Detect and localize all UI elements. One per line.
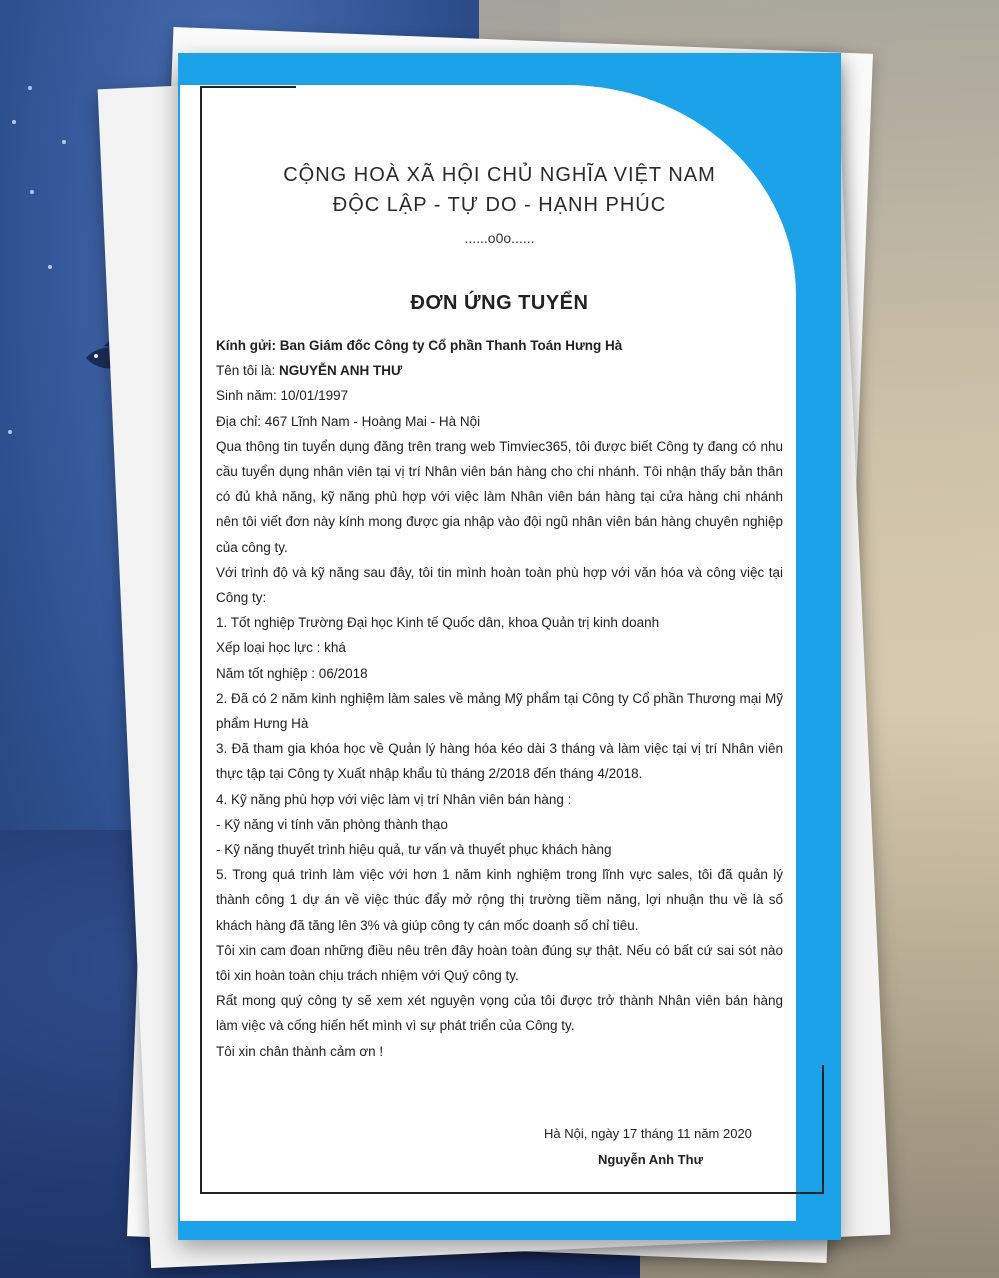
place-date: Hà Nội, ngày 17 tháng 11 năm 2020 [544,1126,752,1141]
list-item: Năm tốt nghiệp : 06/2018 [216,665,368,681]
name-label: Tên tôi là: [216,363,280,379]
document-title: ĐƠN ỨNG TUYỂN [410,292,589,314]
applicant-name-line [216,358,783,383]
list-item: 3. Đã tham gia khóa học về Quản lý hàng hóa kéo dài 3 tháng và làm việc tại vị trí Nhân viên thực tập tại Công ty Xuất nhập khẩu tù tháng 2/2018 đến tháng 4/2018. [216,741,783,782]
separator: ......o0o...... [464,230,535,246]
star-decoration [28,86,32,90]
border-line [822,1065,824,1194]
list-item: - Kỹ năng thuyết trình hiệu quả, tư vấn và thuyết phục khách hàng [216,842,612,858]
paragraph: Tôi xin cam đoan những điều nêu trên đây hoàn toàn đúng sự thật. Nếu có bất cứ sai sót nào tôi xin hoàn toàn chịu trách nhiệm với Quý công ty. [216,942,783,984]
recipient-line: Kính gửi: Ban Giám đốc Công ty Cổ phần Thanh Toán Hưng Hà [216,338,623,353]
list-item: 1. Tốt nghiệp Trường Đại học Kinh tế Quốc dân, khoa Quản trị kinh doanh [216,615,660,631]
paragraph: Qua thông tin tuyển dụng đăng trên trang web Timviec365, tôi được biết Công ty đang có nhu cầu tuyển dụng nhân viên tại vị trí Nhân viên bán hàng cho chi nhánh. Tôi nhận thấy bản thân có đủ khả năng, kỹ năng phù hợp với việc làm Nhân viên bán hàng tại cửa hàng chi nhánh nên tôi viết đơn này kính mong được gia nhập vào đội ngũ nhân viên bán hàng chuyên nghiệp của công ty. [216,438,783,555]
list-item: Xếp loại học lực : khá [216,640,346,656]
applicant-name: NGUYỄN ANH THƯ [279,363,403,379]
document-body [216,160,783,1064]
star-decoration [30,190,34,194]
list-item: 4. Kỹ năng phù hợp với việc làm vị trí Nhân viên bán hàng : [216,791,572,807]
signer-name: Nguyễn Anh Thư [598,1152,703,1167]
list-item: 2. Đã có 2 năm kinh nghiệm làm sales về mảng Mỹ phẩm tại Công ty Cổ phần Thương mại Mỹ phẩm Hưng Hà [216,690,783,732]
border-line [200,86,202,1194]
paragraph: Với trình độ và kỹ năng sau đây, tôi tin mình hoàn toàn phù hợp với văn hóa và công việc tại Công ty: [216,564,783,606]
national-motto: ĐỘC LẬP - TỰ DO - HẠNH PHÚC [332,194,667,216]
national-title: CỘNG HOÀ XÃ HỘI CHỦ NGHĨA VIỆT NAM [283,164,716,186]
letter-content [216,333,783,1064]
star-decoration [62,140,66,144]
paragraph: Tôi xin chân thành cảm ơn ! [216,1043,384,1059]
paragraph: Rất mong quý công ty sẽ xem xét nguyện vọng của tôi được trở thành Nhân viên bán hàng làm việc và cống hiến hết mình vì sự phát triển của Công ty. [216,993,783,1034]
border-line [200,86,296,88]
address-line: Địa chỉ: 467 Lĩnh Nam - Hoàng Mai - Hà Nội [216,413,481,429]
star-decoration [48,265,52,269]
birth-line: Sinh năm: 10/01/1997 [216,388,349,404]
list-item: 5. Trong quá trình làm việc với hơn 1 năm kinh nghiệm trong lĩnh vực sales, tôi đã quản lý thành công 1 dự án về việc thúc đẩy mở rộng thị trường tiềm năng, lợi nhuận thu về là số khách hàng đã tăng lên 3% và giúp công ty cán mốc doanh số chỉ tiêu. [216,867,783,933]
star-decoration [8,430,12,434]
list-item: - Kỹ năng vi tính văn phòng thành thạo [216,816,448,832]
star-decoration [12,120,16,124]
border-line [200,1192,824,1194]
